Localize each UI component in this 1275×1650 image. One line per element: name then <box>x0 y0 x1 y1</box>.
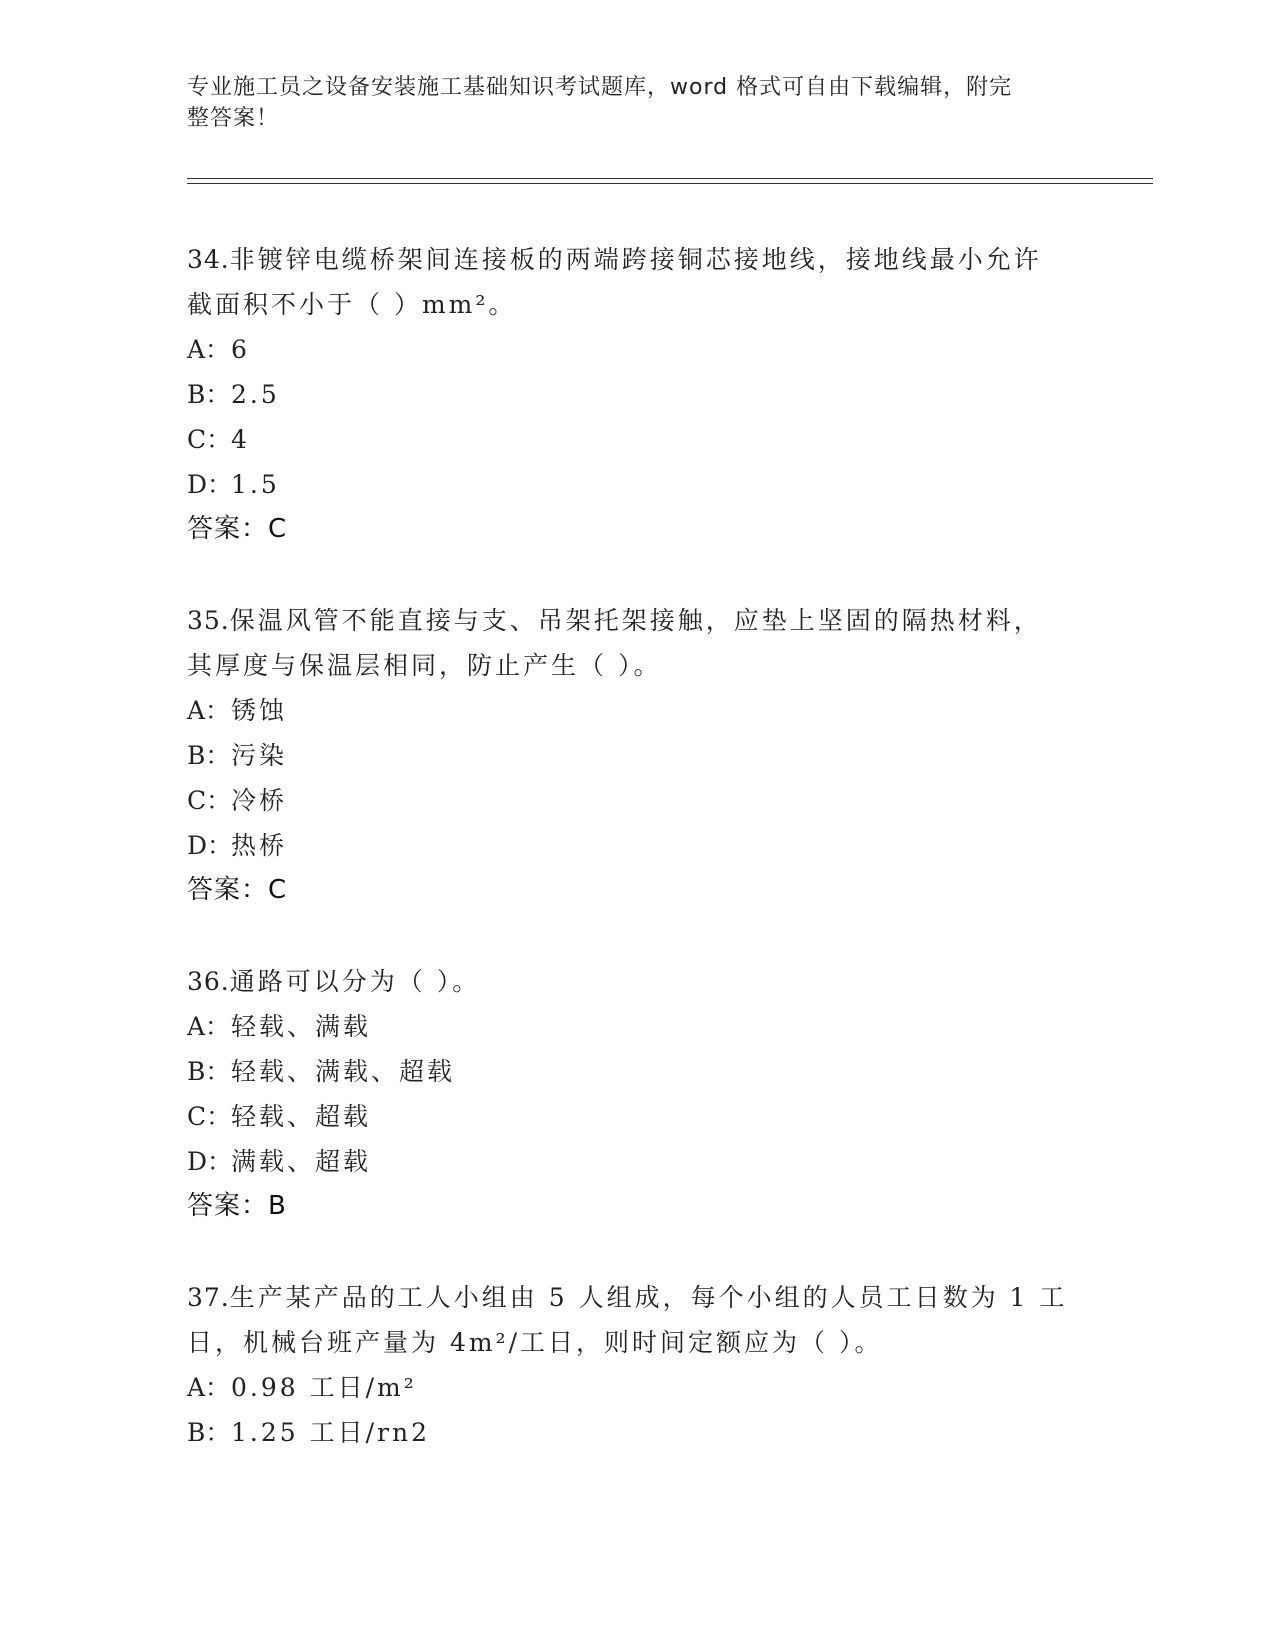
option-c <box>187 1094 1087 1139</box>
question-text-line-1: 通路可以分为（ ）。 <box>229 967 481 996</box>
answer-line <box>187 1184 1087 1229</box>
question-text-line-2: 日，机械台班产量为 4m²/工日，则时间定额应为（ ）。 <box>187 1328 883 1357</box>
option-value: 1.25 工日/rn2 <box>231 1418 430 1447</box>
option-value: 6 <box>231 335 250 364</box>
question-35 <box>187 598 1087 913</box>
option-d <box>187 823 1087 868</box>
option-key: B： <box>187 741 231 770</box>
option-a <box>187 327 1087 372</box>
question-text-line-1: 保温风管不能直接与支、吊架托架接触，应垫上坚固的隔热材料， <box>229 606 1042 635</box>
question-34 <box>187 237 1087 552</box>
option-key: B： <box>187 1418 231 1447</box>
answer-line <box>187 507 1087 552</box>
option-key: C： <box>187 786 232 815</box>
option-b <box>187 1410 1087 1455</box>
option-b <box>187 372 1087 417</box>
option-key: A： <box>187 1012 231 1041</box>
answer-label: 答案： <box>187 1191 269 1221</box>
option-d <box>187 1139 1087 1184</box>
option-value: 轻载、满载 <box>231 1012 372 1041</box>
option-value: 轻载、满载、超载 <box>231 1057 456 1086</box>
question-37 <box>187 1275 1087 1455</box>
question-number: 35. <box>187 606 230 635</box>
option-d <box>187 462 1087 507</box>
document-header <box>187 72 1067 134</box>
option-value: 轻载、超载 <box>231 1102 372 1131</box>
option-key: D： <box>187 470 233 499</box>
question-list <box>187 237 1087 1501</box>
option-b <box>187 733 1087 778</box>
option-value: 污染 <box>231 741 288 770</box>
answer-value: B <box>268 1191 287 1221</box>
answer-label: 答案： <box>187 514 269 544</box>
question-text-line-2: 截面积不小于（ ）mm²。 <box>187 290 517 319</box>
answer-label: 答案： <box>187 875 269 905</box>
option-c <box>187 778 1087 823</box>
answer-value: C <box>268 875 288 905</box>
question-36 <box>187 959 1087 1229</box>
option-key: D： <box>187 1147 233 1176</box>
header-divider-bottom <box>187 183 1153 184</box>
option-value: 满载、超载 <box>231 1147 372 1176</box>
question-text-line-1: 非镀锌电缆桥架间连接板的两端跨接铜芯接地线，接地线最小允许 <box>229 245 1042 274</box>
option-a <box>187 1365 1087 1410</box>
option-key: C： <box>187 425 232 454</box>
option-value: 2.5 <box>231 380 280 409</box>
option-key: A： <box>187 1373 231 1402</box>
option-key: B： <box>187 380 231 409</box>
header-title-line-2: 整答案！ <box>187 106 280 131</box>
option-value: 锈蚀 <box>231 696 288 725</box>
option-key: A： <box>187 696 231 725</box>
question-text-line-2: 其厚度与保温层相同，防止产生（ ）。 <box>187 651 662 680</box>
question-text-line-1: 生产某产品的工人小组由 5 人组成，每个小组的人员工日数为 1 工 <box>229 1283 1068 1312</box>
question-number: 37. <box>187 1283 230 1312</box>
question-text <box>187 598 1087 643</box>
option-a <box>187 1004 1087 1049</box>
answer-line <box>187 868 1087 913</box>
option-b <box>187 1049 1087 1094</box>
option-key: C： <box>187 1102 232 1131</box>
option-value: 热桥 <box>231 831 288 860</box>
option-c <box>187 417 1087 462</box>
option-key: D： <box>187 831 233 860</box>
option-key: B： <box>187 1057 231 1086</box>
option-value: 冷桥 <box>231 786 288 815</box>
question-number: 34. <box>187 245 230 274</box>
option-value: 0.98 工日/m² <box>231 1373 417 1402</box>
option-value: 1.5 <box>231 470 280 499</box>
option-key: A： <box>187 335 231 364</box>
answer-value: C <box>268 514 288 544</box>
option-a <box>187 688 1087 733</box>
header-title-line-1: 专业施工员之设备安装施工基础知识考试题库，word 格式可自由下载编辑，附完 <box>187 75 1013 100</box>
question-text <box>187 1275 1087 1320</box>
question-text <box>187 959 1087 1004</box>
option-value: 4 <box>231 425 250 454</box>
question-number: 36. <box>187 967 230 996</box>
question-text <box>187 237 1087 282</box>
header-divider-top <box>187 178 1153 179</box>
